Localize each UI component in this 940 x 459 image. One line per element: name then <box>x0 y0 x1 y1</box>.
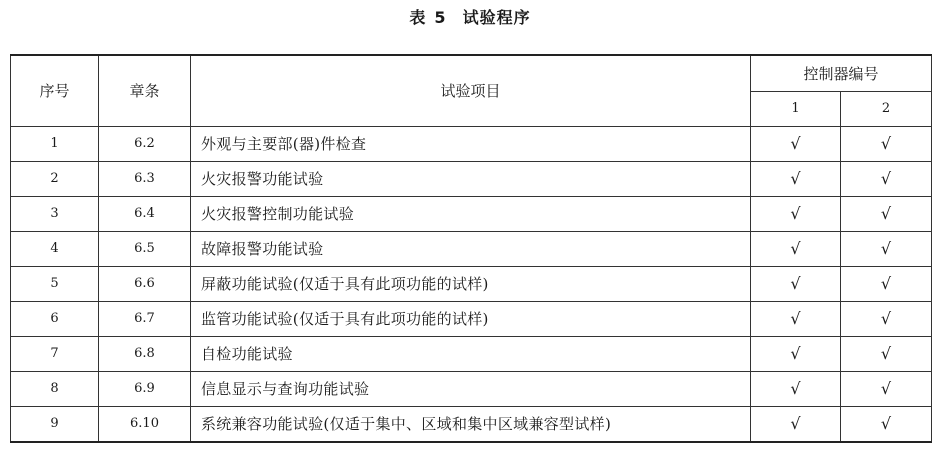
row-clause: 6.6 <box>99 266 191 301</box>
row-seq: 2 <box>11 161 99 196</box>
table-title-label: 表 <box>409 8 427 27</box>
header-seq: 序号 <box>11 55 99 126</box>
row-controller-2-check: √ <box>841 336 932 371</box>
row-controller-2-check: √ <box>841 161 932 196</box>
table-body <box>11 126 932 442</box>
table-row <box>11 266 932 301</box>
table-title-number: 5 <box>434 8 447 27</box>
row-clause: 6.8 <box>99 336 191 371</box>
row-controller-2-check: √ <box>841 371 932 406</box>
row-controller-1-check: √ <box>751 196 841 231</box>
row-test-item: 火灾报警功能试验 <box>191 161 751 196</box>
header-controller-1: 1 <box>751 91 841 126</box>
row-controller-2-check: √ <box>841 406 932 442</box>
header-item: 试验项目 <box>191 55 751 126</box>
row-clause: 6.4 <box>99 196 191 231</box>
row-seq: 7 <box>11 336 99 371</box>
row-clause: 6.2 <box>99 126 191 161</box>
table-row <box>11 301 932 336</box>
table-title <box>0 6 940 30</box>
row-clause: 6.7 <box>99 301 191 336</box>
table-title-text: 试验程序 <box>462 8 531 27</box>
header-controller-group: 控制器编号 <box>751 55 932 91</box>
row-test-item: 信息显示与查询功能试验 <box>191 371 751 406</box>
row-clause: 6.5 <box>99 231 191 266</box>
row-test-item: 监管功能试验(仅适于具有此项功能的试样) <box>191 301 751 336</box>
table-row <box>11 126 932 161</box>
row-controller-1-check: √ <box>751 406 841 442</box>
row-controller-2-check: √ <box>841 301 932 336</box>
row-clause: 6.3 <box>99 161 191 196</box>
table-row <box>11 196 932 231</box>
table-row <box>11 161 932 196</box>
table-header <box>11 55 932 126</box>
row-test-item: 系统兼容功能试验(仅适于集中、区域和集中区域兼容型试样) <box>191 406 751 442</box>
row-seq: 6 <box>11 301 99 336</box>
row-seq: 1 <box>11 126 99 161</box>
row-controller-1-check: √ <box>751 231 841 266</box>
row-test-item: 外观与主要部(器)件检查 <box>191 126 751 161</box>
row-test-item: 故障报警功能试验 <box>191 231 751 266</box>
row-test-item: 屏蔽功能试验(仅适于具有此项功能的试样) <box>191 266 751 301</box>
table-row <box>11 231 932 266</box>
table-row <box>11 371 932 406</box>
table-row <box>11 406 932 442</box>
row-clause: 6.10 <box>99 406 191 442</box>
row-seq: 5 <box>11 266 99 301</box>
row-clause: 6.9 <box>99 371 191 406</box>
table-row <box>11 336 932 371</box>
row-test-item: 自检功能试验 <box>191 336 751 371</box>
row-controller-2-check: √ <box>841 196 932 231</box>
header-controller-2: 2 <box>841 91 932 126</box>
header-clause: 章条 <box>99 55 191 126</box>
row-controller-2-check: √ <box>841 231 932 266</box>
row-controller-2-check: √ <box>841 266 932 301</box>
row-seq: 8 <box>11 371 99 406</box>
row-controller-2-check: √ <box>841 126 932 161</box>
row-controller-1-check: √ <box>751 126 841 161</box>
test-procedure-table <box>10 54 932 443</box>
row-seq: 9 <box>11 406 99 442</box>
header-row-top <box>11 55 932 91</box>
row-controller-1-check: √ <box>751 266 841 301</box>
row-seq: 3 <box>11 196 99 231</box>
row-controller-1-check: √ <box>751 161 841 196</box>
row-controller-1-check: √ <box>751 336 841 371</box>
row-test-item: 火灾报警控制功能试验 <box>191 196 751 231</box>
row-controller-1-check: √ <box>751 371 841 406</box>
row-seq: 4 <box>11 231 99 266</box>
row-controller-1-check: √ <box>751 301 841 336</box>
